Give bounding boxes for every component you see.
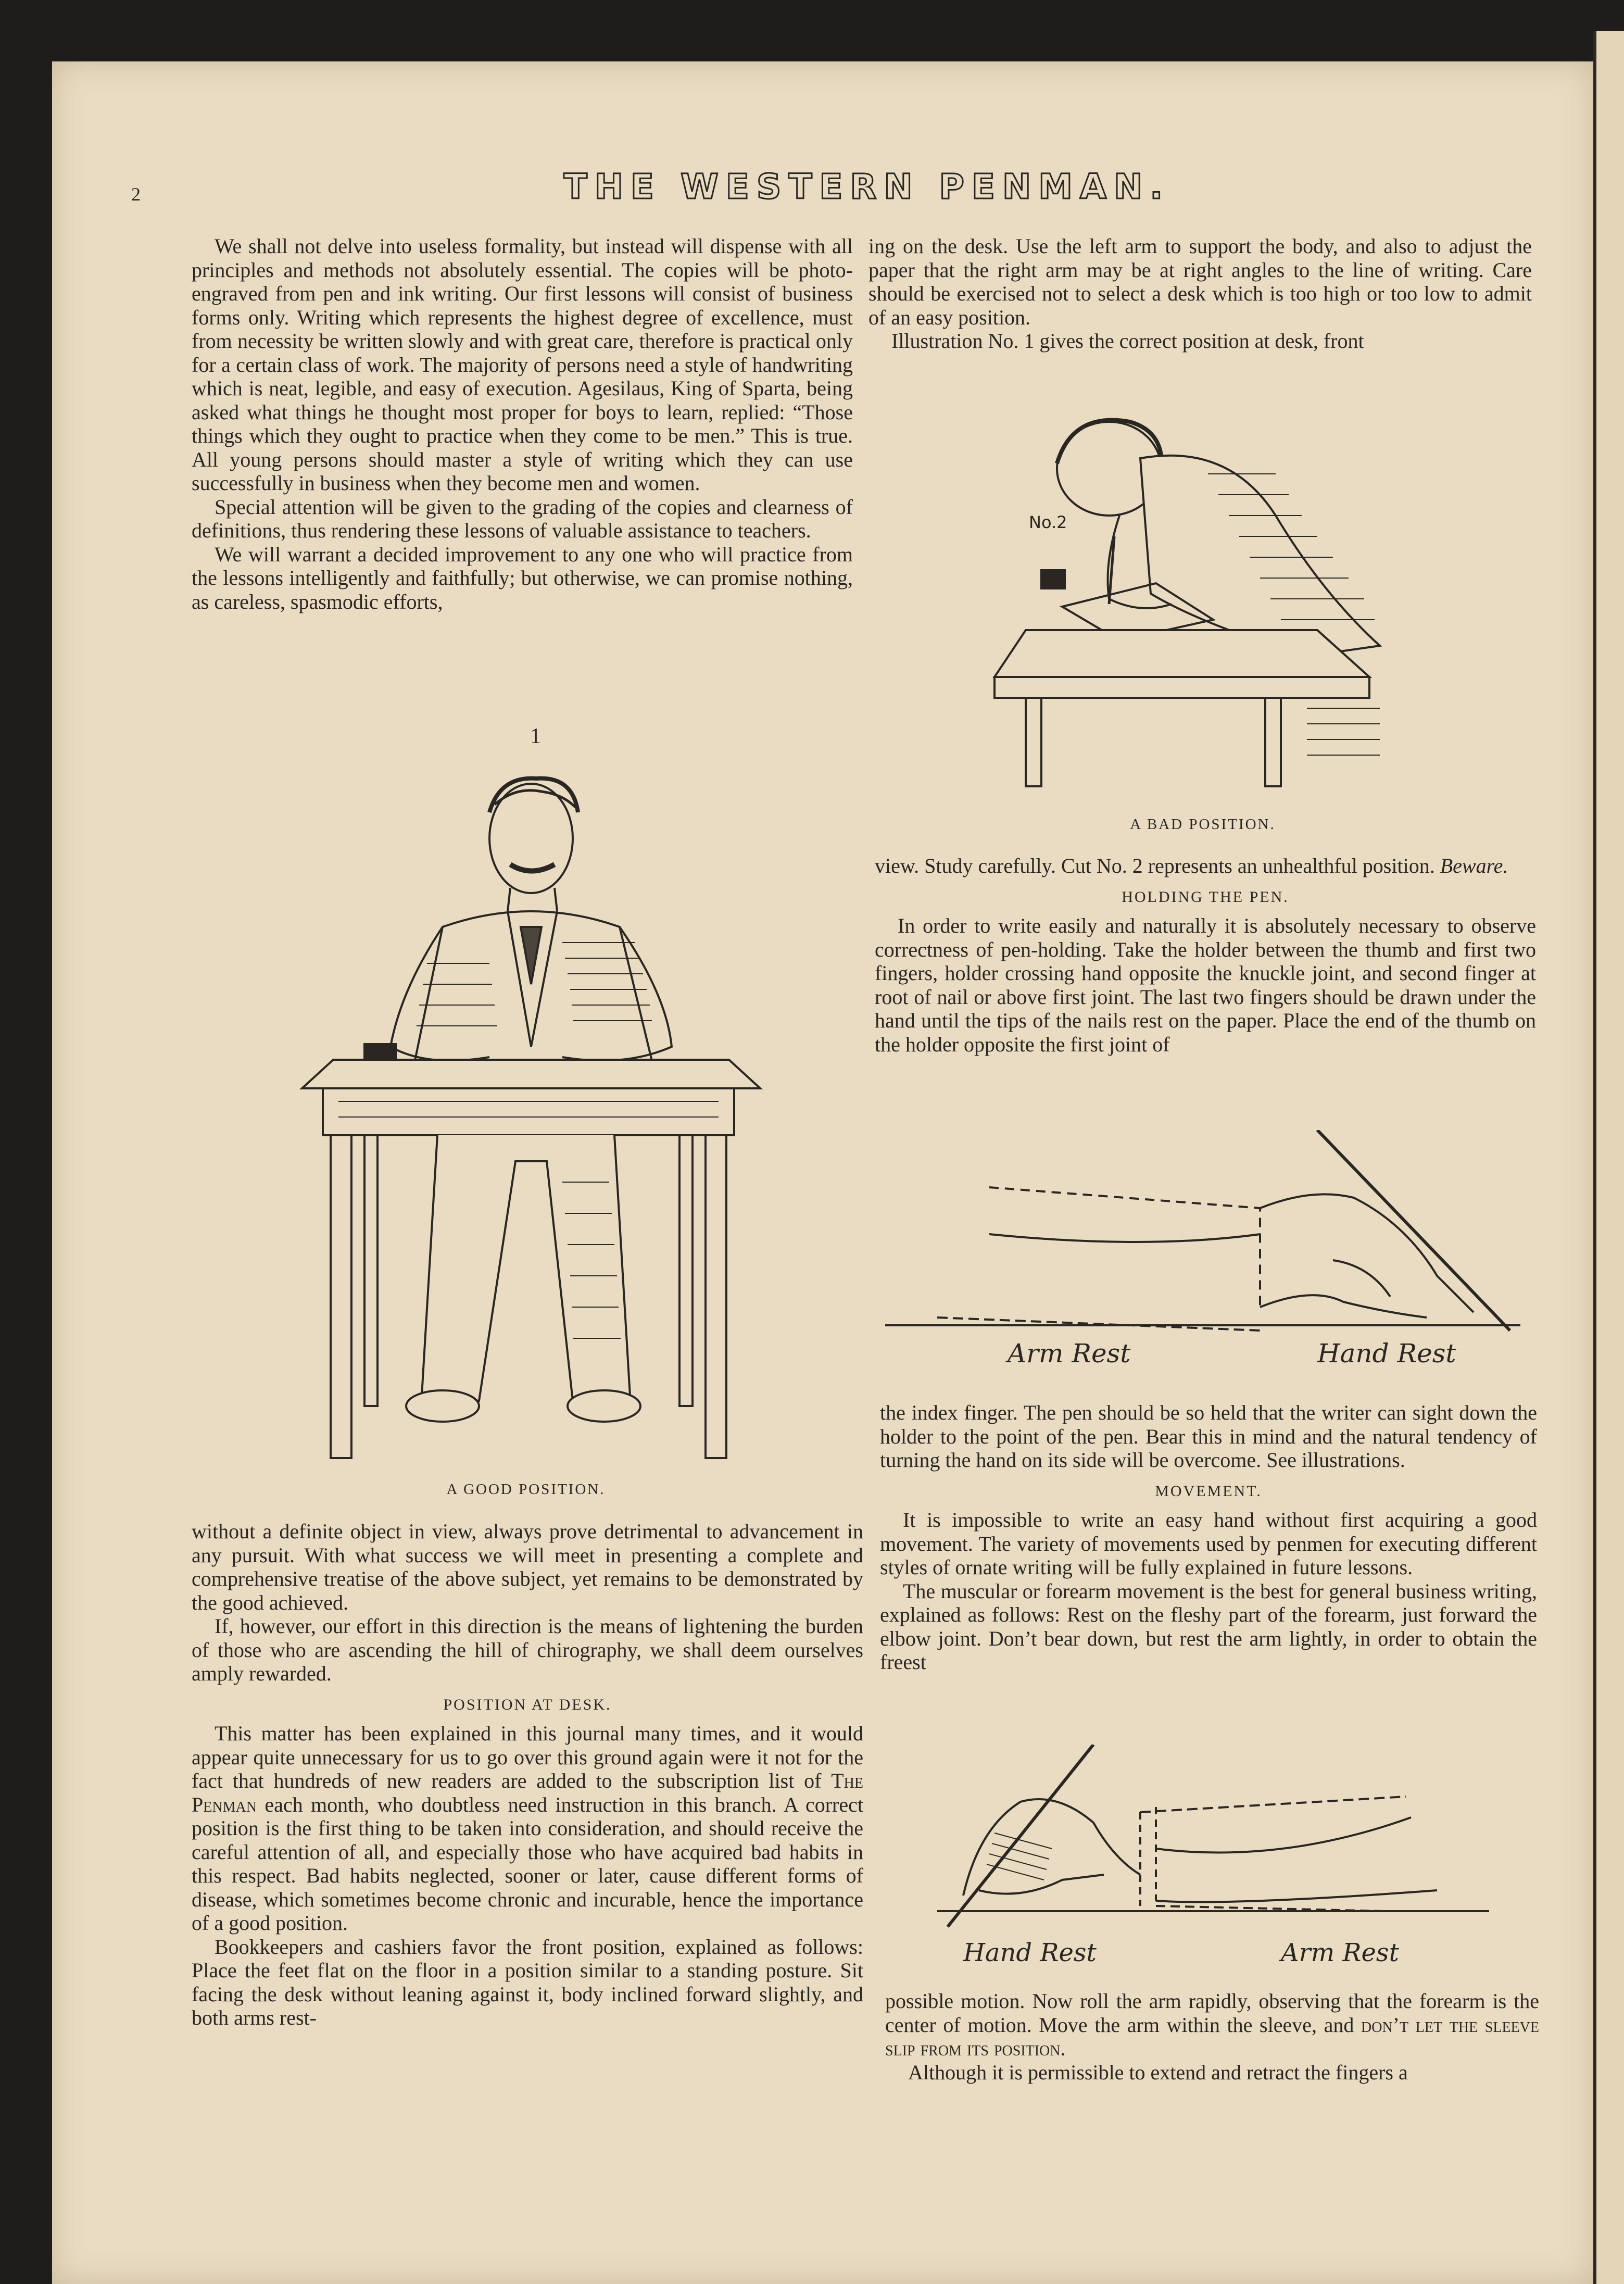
paragraph: Although it is permissible to extend and retract the fingers a (908, 2060, 1408, 2084)
section-heading-holding-the-pen: HOLDING THE PEN. (1122, 888, 1289, 906)
paragraph: The muscular or forearm movement is the best for general business writing, explained as follows: Rest on the fleshy part of the forearm, just forward the elbow joint. Don’t bear down, but rest the arm lightly, in order to obtain the freest (880, 1579, 1537, 1674)
good-position-drawing (271, 755, 781, 1463)
figure-number: 1 (530, 724, 541, 748)
paragraph: without a definite object in view, always prove detrimental to advancement in any pursuit. With what success we will meet in presenting a complete and comprehensive treatise of the above subject, yet remains to be demonstrated by the good achieved. (192, 1520, 863, 1614)
column-2-top-text (868, 234, 1532, 353)
paragraph: We shall not delve into useless formality, but instead will dispense with all principles and methods not absolutely essential. The copies will be photo-engraved from pen and ink writing. Our first lessons will consist of business forms only. Writing which represents the highest degree of excellence, must from necessity be written slowly and with great care, therefore is practical only for a certain class of work. The majority of persons need a style of handwriting which is neat, legible, and easy of execution. Agesilaus, King of Sparta, being asked what things he thought most proper for boys to learn, replied: “Those things which they ought to practice when they come to be men.” This is true. All young persons should master a style of writing which they can use successfully in business when they become men and women. (192, 234, 853, 495)
paragraph: Special attention will be given to the grading of the copies and clearness of definitions, thus rendering these lessons of valuable assistance to teachers. (192, 495, 853, 542)
bad-position-drawing (984, 396, 1421, 792)
illustration-pen-holding-side-view (885, 1130, 1531, 1370)
illustration-bad-position (984, 396, 1421, 792)
column-2-lower-text (880, 1401, 1537, 1674)
section-heading-movement: MOVEMENT. (1155, 1482, 1262, 1500)
label-hand-rest: Hand Rest (963, 1938, 1097, 1967)
paragraph: It is impossible to write an easy hand without first acquiring a good movement. The variety of movements used by penmen for executing different styles of ornate writing will be fully explained in future lessons. (880, 1508, 1537, 1579)
paragraph: the index finger. The pen should be so held that the writer can sight down the holder to the point of the pen. Bear this in mind and the natural tendency of turning the hand on its side will be overcome. See illustrations. (880, 1401, 1537, 1472)
journal-name: The Penman (192, 1769, 863, 1816)
emphasis-beware: Beware. (1440, 854, 1508, 877)
illustration-pen-holding-front-view (916, 1745, 1500, 1932)
figure-caption-good: A GOOD POSITION. (446, 1481, 606, 1498)
adjacent-page-edge (1593, 31, 1624, 2284)
paragraph: This matter has been explained in this journal many times, and it would appear quite unnecessary for us to go over this ground again were it not for the fact that hundreds of new readers are added to the subscription list of The Penman each month, who doubtless need instruction in this branch. A correct position is the first thing to be taken into consideration, and should receive the careful attention of all, and especially those who have acquired bad habits in this respect. Bad habits neglected, sooner or later, cause different forms of disease, which sometimes become chronic and incurable, hence the importance of a good position. (192, 1722, 863, 1935)
label-hand-rest: Hand Rest (1317, 1338, 1456, 1369)
paragraph: Illustration No. 1 gives the correct position at desk, front (891, 329, 1364, 353)
column-2-middle-text (875, 854, 1536, 1056)
paragraph: view. Study carefully. Cut No. 2 represents an unhealthful position. Beware. (875, 854, 1508, 877)
column-1-bottom-text (192, 1520, 863, 2030)
section-heading-position-at-desk: POSITION AT DESK. (443, 1696, 612, 1713)
column-2-bottom-text (885, 1989, 1539, 2084)
paragraph: possible motion. Now roll the arm rapidly, observing that the forearm is the center of motion. Move the arm within the sleeve, and don’t let the sleeve slip from its position. (885, 1989, 1539, 2060)
pen-holding-drawing (885, 1130, 1531, 1370)
emphasis-caps: don’t let the sleeve slip from its position. (885, 2013, 1539, 2060)
hand-rest-drawing (916, 1745, 1500, 1932)
figure-caption-bad: A BAD POSITION. (1130, 816, 1276, 833)
label-arm-rest: Arm Rest (1281, 1938, 1399, 1967)
paragraph: We will warrant a decided improvement to any one who will practice from the lessons intelligently and faithfully; but otherwise, we can promise nothing, as careless, spasmodic efforts, (192, 542, 853, 613)
page-number: 2 (131, 184, 141, 205)
paragraph: If, however, our effort in this direction is the means of lightening the burden of those who are ascending the hill of chirography, we shall deem ourselves amply rewarded. (192, 1614, 863, 1685)
figure-label-no2: No.2 (1029, 512, 1067, 532)
paragraph: In order to write easily and naturally it is absolutely necessary to observe correctness of pen-holding. Take the holder between the thumb and first two fingers, holder crossing hand opposite the knuckle joint, and second finger at root of nail or above first joint. The last two fingers should be drawn under the hand until the tips of the nails rest on the paper. Place the end of the thumb on the holder opposite the first joint of (875, 914, 1536, 1056)
label-arm-rest: Arm Rest (1008, 1338, 1131, 1369)
paragraph: ing on the desk. Use the left arm to support the body, and also to adjust the paper that the right arm may be at right angles to the line of writing. Care should be exercised not to select a desk which is too high or too low to admit of an easy position. (868, 234, 1532, 329)
column-1-top-text (192, 234, 853, 613)
paragraph: Bookkeepers and cashiers favor the front position, explained as follows: Place the feet flat on the floor in a position similar to a standing posture. Sit facing the desk without leaning against it, body inclined forward slightly, and both arms rest- (192, 1935, 863, 2029)
masthead-title: THE WESTERN PENMAN. (563, 167, 1170, 207)
illustration-good-position (271, 755, 781, 1463)
